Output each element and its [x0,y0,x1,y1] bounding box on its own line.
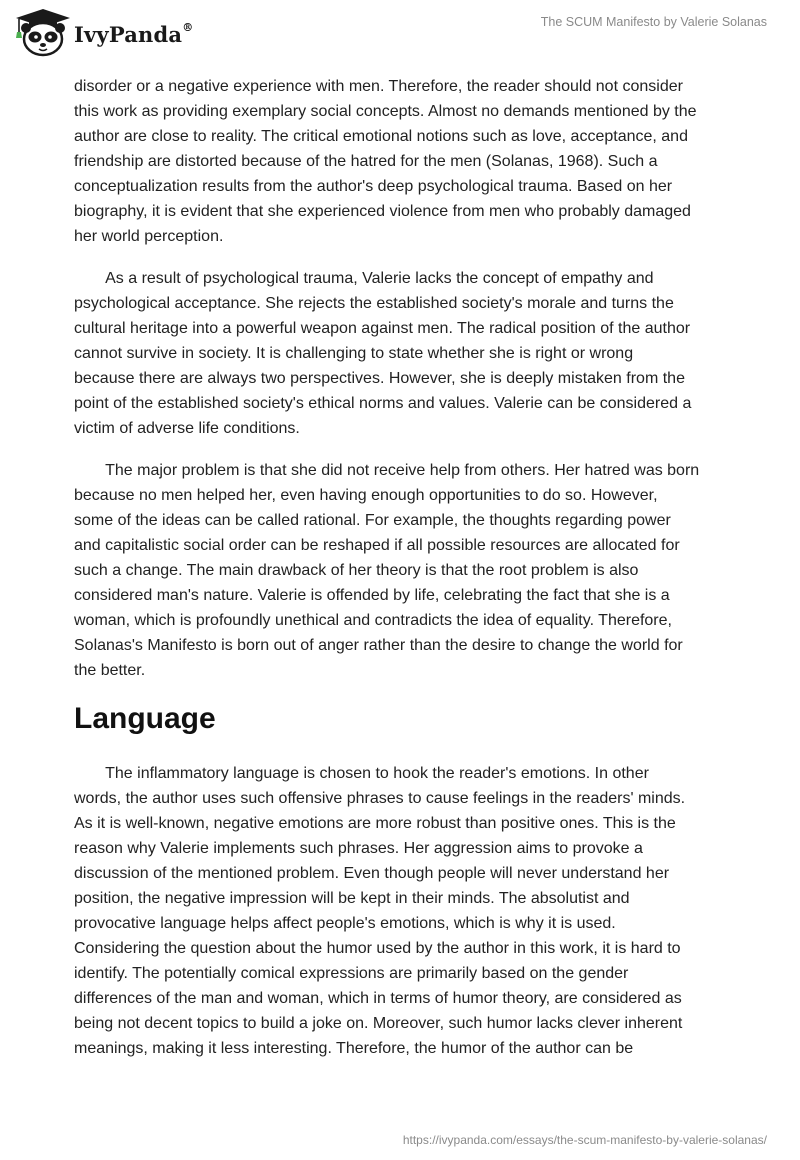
text-line: psychological acceptance. She rejects the established society's morale and turns the [74,295,674,312]
text-line: this work as providing exemplary social concepts. Almost no demands mentioned by the [74,103,697,120]
text-line: words, the author uses such offensive phrases to cause feelings in the readers' minds. [74,790,686,807]
document-title: The SCUM Manifesto by Valerie Solanas [540,15,767,29]
panda-graduation-icon [14,8,72,58]
text-line: conceptualization results from the author's deep psychological trauma. Based on her [74,178,673,195]
text-line: friendship are distorted because of the hatred for the men (Solanas, 1968). Such a [74,153,658,170]
text-line: considered man's nature. Valerie is offended by life, celebrating the fact that she is a [74,587,670,604]
text-line: because no men helped her, even having enough opportunities to do so. However, [74,487,658,504]
logo-text: IvyPanda® [74,20,194,47]
text-line: because there are always two perspectives. However, she is deeply mistaken from the [74,370,685,387]
text-line: As it is well-known, negative emotions are more robust than positive ones. This is the [74,815,676,832]
text-line: some of the ideas can be called rational. For example, the thoughts regarding power [74,512,671,529]
paragraph-1 [74,74,734,249]
text-line: differences of the man and woman, which in terms of humor theory, are considered as [74,990,682,1007]
source-url[interactable]: https://ivypanda.com/essays/the-scum-manifesto-by-valerie-solanas/ [402,1133,767,1147]
text-line: identify. The potentially comical expressions are primarily based on the gender [74,965,629,982]
text-line: disorder or a negative experience with men. Therefore, the reader should not consider [74,78,683,95]
text-line: biography, it is evident that she experienced violence from men who probably damaged [74,203,691,220]
ivypanda-logo[interactable] [14,8,193,58]
language-paragraph [74,761,734,1061]
paragraph-2 [74,266,734,441]
text-line: author are close to reality. The critical emotional notions such as love, acceptance, and [74,128,688,145]
text-line: point of the established society's ethical norms and values. Valerie can be considered a [74,395,692,412]
text-line: cultural heritage into a powerful weapon against men. The radical position of the author [74,320,691,337]
text-line: position, the negative impression will be kept in their minds. The absolutist and [74,890,630,907]
essay-body [74,74,734,1078]
text-line: reason why Valerie implements such phrases. Her aggression aims to provoke a [74,840,643,857]
paragraph-3 [74,458,734,683]
text-line: victim of adverse life conditions. [74,420,300,437]
text-line: being not decent topics to build a joke on. Moreover, such humor lacks clever inherent [74,1015,683,1032]
text-line: provocative language helps affect people's emotions, which is why it is used. [74,915,616,932]
text-line: meanings, making it less interesting. Therefore, the humor of the author can be [74,1040,634,1057]
text-line: As a result of psychological trauma, Valerie lacks the concept of empathy and [74,270,654,287]
text-line: Considering the question about the humor used by the author in this work, it is hard to [74,940,681,957]
section-heading-language: Language [74,702,216,735]
page-header [0,0,800,68]
text-line: Solanas's Manifesto is born out of anger rather than the desire to change the world for [74,637,683,654]
text-line: her world perception. [74,228,224,245]
text-line: the better. [74,662,146,679]
text-line: The major problem is that she did not receive help from others. Her hatred was born [74,462,700,479]
text-line: cannot survive in society. It is challenging to state whether she is right or wrong [74,345,634,362]
text-line: such a change. The main drawback of her theory is that the root problem is also [74,562,639,579]
text-line: The inflammatory language is chosen to hook the reader's emotions. In other [74,765,649,782]
text-line: woman, which is profoundly unethical and contradicts the idea of equality. Therefore, [74,612,672,629]
text-line: and capitalistic social order can be reshaped if all possible resources are allocated for [74,537,680,554]
text-line: discussion of the mentioned problem. Even though people will never understand her [74,865,670,882]
